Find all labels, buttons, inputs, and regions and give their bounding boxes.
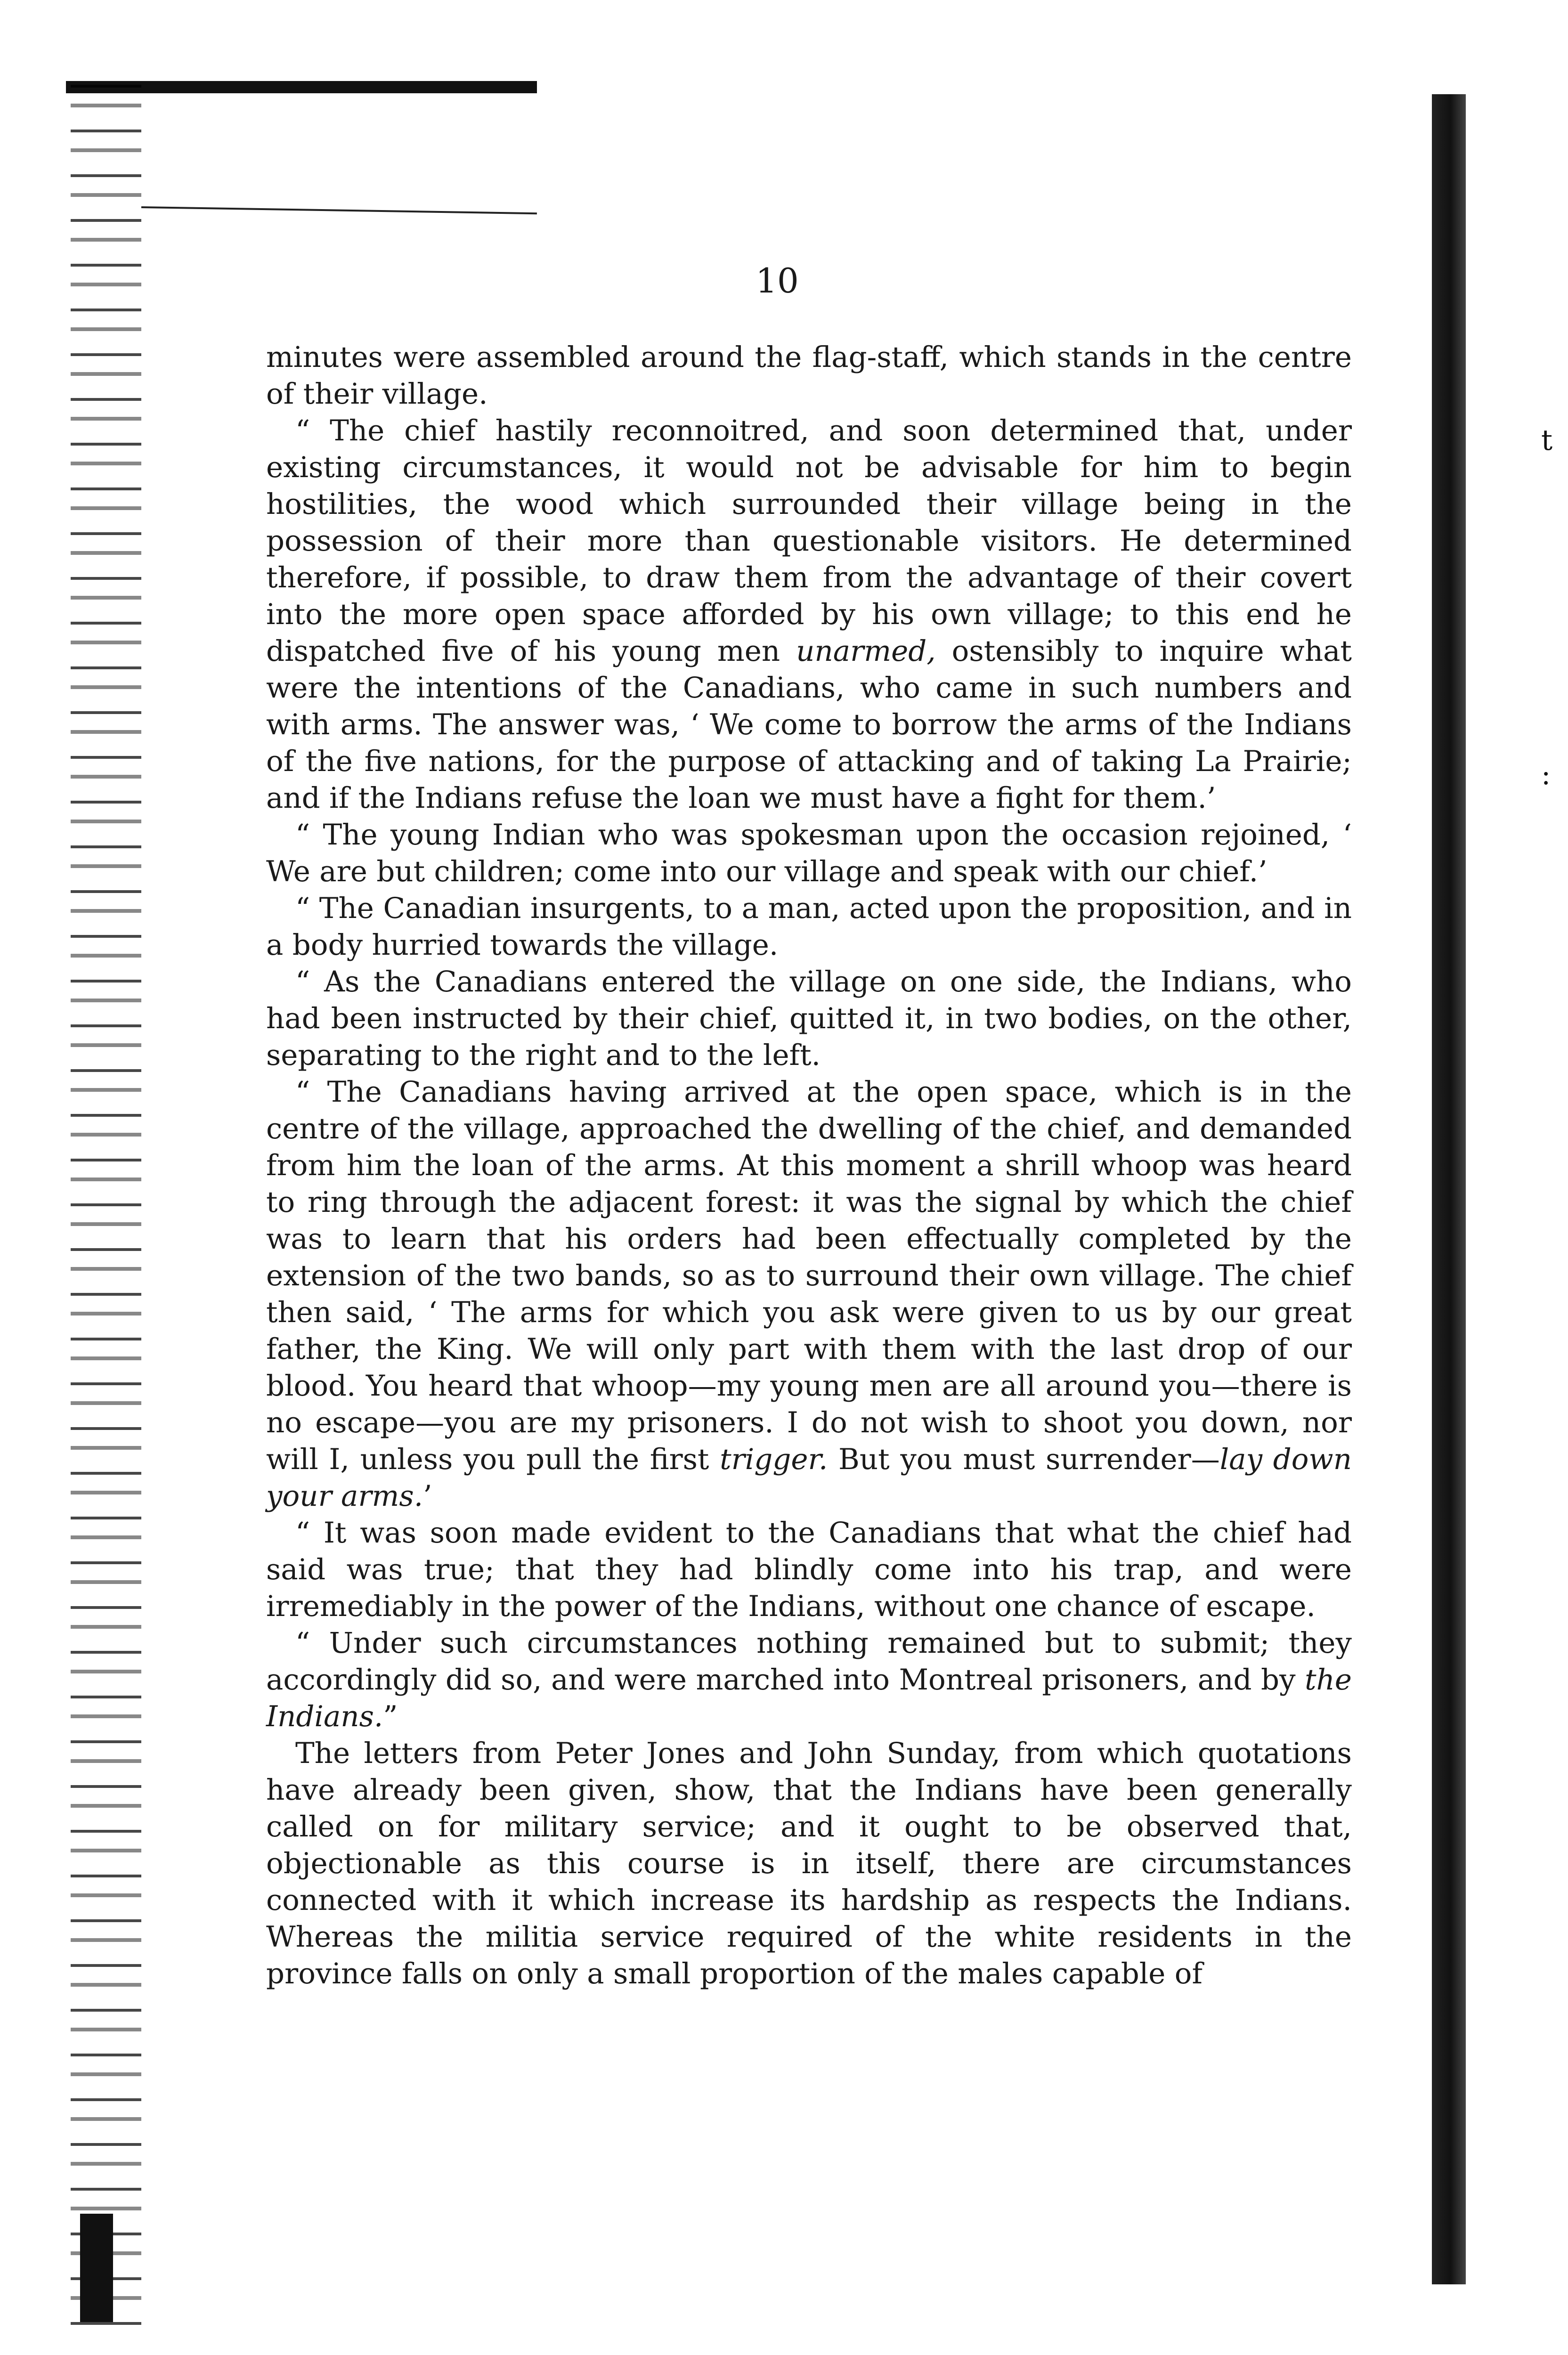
paragraph-text: “ As the Canadians entered the village on one side, the Indians, who had been instructed by their chief, quitted it, in two bodies, on the other, separating to the right and to the left.	[266, 965, 1352, 1072]
paragraph	[266, 1735, 1352, 1992]
paragraph	[266, 339, 1352, 413]
right-margin-fragment-t: t	[1541, 424, 1553, 457]
italic-text: unarmed,	[796, 634, 936, 668]
paragraph	[266, 890, 1352, 964]
paragraph	[266, 964, 1352, 1074]
scan-left-edge-block	[80, 2214, 113, 2322]
paragraph-text: The letters from Peter Jones and John Sunday, from which quotations have already been given, show, that the Indians have been generally called on for military service; and it ought to be observed that, objectionable as this course is in itself, there are circumstances connected with it which increase its hardship as respects the Indians. Whereas the militia service required of the white residents in the province falls on only a small proportion of the males capable of	[266, 1737, 1352, 1990]
paragraph	[266, 1074, 1352, 1515]
paragraph-text: “ The Canadian insurgents, to a man, acted upon the proposition, and in a body hurried towards the village.	[266, 892, 1352, 962]
italic-text: the Indians.	[266, 1663, 1352, 1733]
scan-thin-rule	[141, 206, 537, 214]
paragraph-text: But you must surrender—	[828, 1443, 1220, 1476]
paragraph-text: “ The Canadians having arrived at the open space, which is in the centre of the village, approached the dwelling of the chief, and demanded from him the loan of the arms. At this moment a shrill whoop was heard to ring through the adjacent forest: it was the signal by which the chief was to learn that his orders had been effectually completed by the extension of the two bands, so as to surround their own village. The chief then said, ‘ The arms for which you ask were given to us by our great father, the King. We will only part with them with the last drop of our blood. You heard that whoop—my young men are all around you—there is no escape—you are my prisoners. I do not wish to shoot you down, nor will I, unless you pull the first	[266, 1075, 1352, 1476]
paragraph-text: “ The young Indian who was spokesman upon the occasion rejoined, ‘ We are but children; come into our village and speak with our chief.’	[266, 818, 1352, 888]
paragraph-text: ’	[423, 1479, 432, 1513]
paragraph-text: ostensibly to inquire what were the intentions of the Canadians, who came in such numbers and with arms. The answer was, ‘ We come to borrow the arms of the Indians of the five nations, for the purpose of attacking and of taking La Prairie; and if the Indians refuse the loan we must have a fight for them.’	[266, 634, 1352, 815]
body-text	[266, 339, 1352, 1992]
paragraph	[266, 1515, 1352, 1625]
paragraph-text: ”	[383, 1700, 398, 1733]
paragraph	[266, 817, 1352, 890]
paragraph	[266, 1625, 1352, 1735]
paragraph-text: “ The chief hastily reconnoitred, and soon determined that, under existing circumstances, it would not be advisable for him to begin hostilities, the wood which surrounded their village being in the possession of their more than questionable visitors. He determined therefore, if possible, to draw them from the advantage of their covert into the more open space afforded by his own village; to this end he dispatched five of his young men	[266, 414, 1352, 668]
paragraph-text: “ It was soon made evident to the Canadians that what the chief had said was true; that they had blindly come into his trap, and were irremediably in the power of the Indians, without one chance of escape.	[266, 1516, 1352, 1623]
paragraph-text: minutes were assembled around the flag-staff, which stands in the centre of their village.	[266, 341, 1352, 411]
paragraph-text: “ Under such circumstances nothing remained but to submit; they accordingly did so, and were marched into Montreal prisoners, and by	[266, 1626, 1352, 1697]
scan-right-edge-artifact	[1432, 94, 1466, 2284]
paragraph	[266, 413, 1352, 817]
page-number: 10	[756, 261, 799, 300]
italic-text: lay down your arms.	[266, 1443, 1352, 1513]
scan-left-edge-artifact	[71, 85, 141, 2327]
italic-text: trigger.	[720, 1443, 828, 1476]
right-margin-fragment-colon: :	[1541, 758, 1551, 791]
